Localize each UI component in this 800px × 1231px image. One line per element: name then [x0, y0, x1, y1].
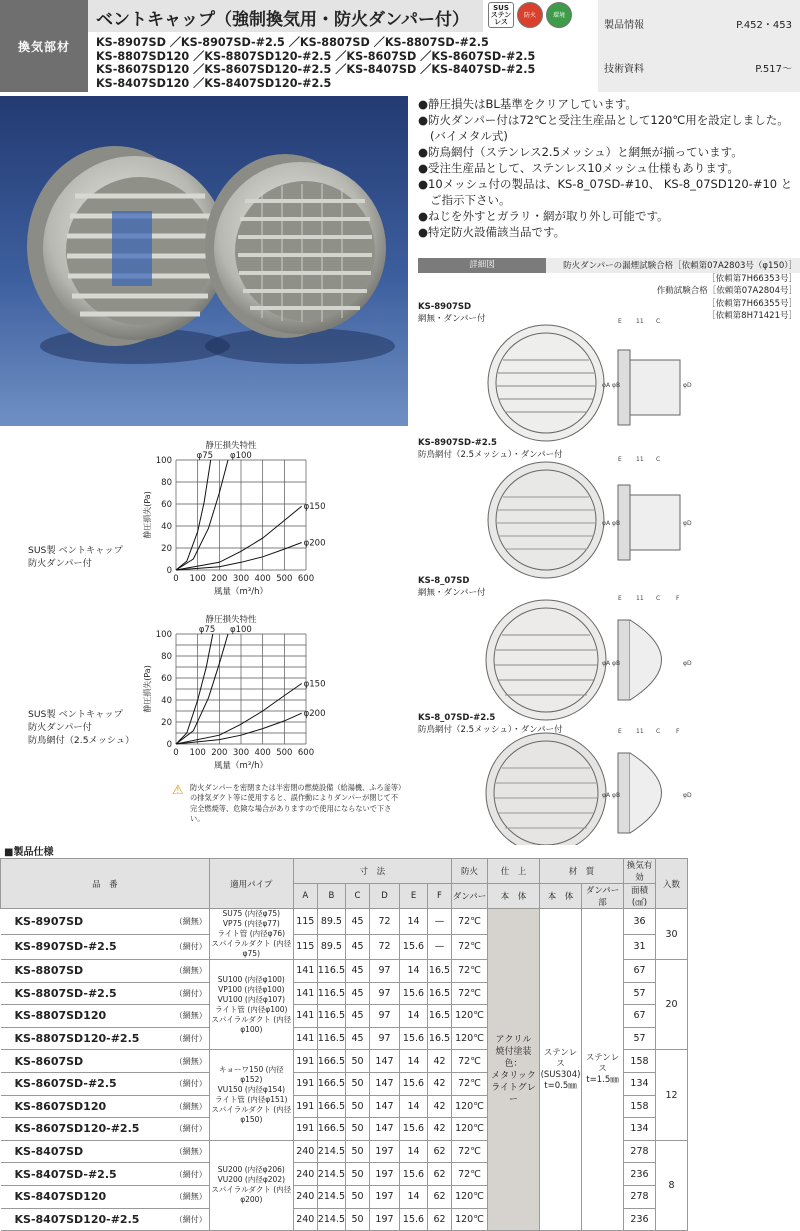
dim-label: 11	[636, 728, 644, 735]
qty-cell: 12	[656, 1050, 688, 1140]
y-tick-label: 20	[161, 718, 172, 728]
dim-c-cell: 50	[346, 1072, 370, 1095]
y-tick-label: 0	[166, 566, 172, 576]
dim-c-cell: 50	[346, 1140, 370, 1163]
dim-b-cell: 166.5	[317, 1095, 345, 1118]
dim-e-cell: 15.6	[400, 934, 428, 960]
qty-cell: 30	[656, 909, 688, 960]
x-tick-label: 500	[276, 748, 293, 758]
y-tick-label: 40	[161, 522, 172, 532]
model-cell: KS-8807SD	[1, 960, 168, 983]
temp-cell: 120℃	[452, 1208, 488, 1231]
x-axis-label: 風量（m³/h）	[214, 761, 268, 771]
dim-c-cell: 45	[346, 909, 370, 935]
model-cell: KS-8807SD120	[1, 1005, 168, 1028]
mesh-cell: （網無）	[168, 1050, 210, 1073]
mesh-cell: （網無）	[168, 1140, 210, 1163]
x-tick-label: 400	[254, 574, 271, 584]
area-cell: 134	[624, 1118, 656, 1141]
x-tick-label: 0	[173, 574, 179, 584]
series-label: φ150	[303, 679, 326, 690]
feature-item: ● 静圧損失はBL基準をクリアしています。	[418, 96, 800, 112]
area-cell: 67	[624, 1005, 656, 1028]
model-cell: KS-8607SD	[1, 1050, 168, 1073]
dim-label: 11	[636, 456, 644, 463]
feature-list	[418, 96, 800, 240]
dim-b-cell: 166.5	[317, 1118, 345, 1141]
mesh-cell: （網付）	[168, 1208, 210, 1231]
dim-label: φB	[612, 382, 621, 389]
x-tick-label: 200	[211, 574, 228, 584]
dim-d-cell: 147	[370, 1050, 400, 1073]
series-line	[176, 460, 228, 570]
dim-f-cell: 16.5	[428, 1005, 452, 1028]
dim-label: E	[618, 456, 622, 463]
dim-f-cell: —	[428, 934, 452, 960]
dim-c-cell: 45	[346, 934, 370, 960]
dim-f-cell: 42	[428, 1050, 452, 1073]
dim-label: C	[656, 728, 661, 735]
dim-e-cell: 14	[400, 1005, 428, 1028]
area-cell: 278	[624, 1185, 656, 1208]
dim-b-cell: 214.5	[317, 1208, 345, 1231]
x-tick-label: 100	[189, 748, 206, 758]
temp-cell: 120℃	[452, 1005, 488, 1028]
dim-label: F	[676, 728, 680, 735]
dim-d-cell: 97	[370, 1027, 400, 1050]
dim-d-cell: 72	[370, 934, 400, 960]
series-label: φ100	[230, 625, 252, 635]
dim-label: 11	[636, 595, 644, 602]
dim-f-cell: 62	[428, 1208, 452, 1231]
dim-b-cell: 89.5	[317, 934, 345, 960]
pressure-loss-chart-2	[140, 612, 340, 774]
model-line: KS-8607SD120 ／KS-8607SD120-#2.5 ／KS-8407SD ／KS-8407SD-#2.5	[96, 63, 536, 76]
temp-cell: 72℃	[452, 909, 488, 935]
dim-c-cell: 45	[346, 1005, 370, 1028]
feature-item: ● 防鳥網付（ステンレス2.5メッシュ）と網無が揃っています。	[418, 144, 800, 160]
temp-cell: 72℃	[452, 1140, 488, 1163]
dim-c-cell: 45	[346, 1027, 370, 1050]
x-tick-label: 600	[297, 574, 315, 584]
dim-f-cell: 42	[428, 1072, 452, 1095]
diagram-4-caption: KS-8_07SD-#2.5 防鳥網付（2.5メッシュ）・ダンパー付	[418, 713, 563, 735]
dim-b-cell: 116.5	[317, 1027, 345, 1050]
dim-label: φD	[683, 660, 692, 667]
dim-a-cell: 191	[293, 1050, 317, 1073]
badge-group	[488, 2, 572, 28]
model-cell: KS-8807SD120-#2.5	[1, 1027, 168, 1050]
dim-a-cell: 141	[293, 1027, 317, 1050]
dim-c-cell: 50	[346, 1208, 370, 1231]
area-cell: 236	[624, 1208, 656, 1231]
dim-c-cell: 50	[346, 1050, 370, 1073]
model-cell: KS-8907SD	[1, 909, 168, 935]
dim-e-cell: 15.6	[400, 1027, 428, 1050]
pipe-cell: キョーワ150 (内径φ152) VU150 (内径φ154) ライト管 (内径φ151) スパイラルダクト (内径φ150)	[209, 1050, 293, 1140]
mesh-cell: （網付）	[168, 1027, 210, 1050]
feature-item: ● 特定防火設備該当品です。	[418, 224, 800, 240]
dim-label: φB	[612, 660, 621, 667]
series-label: φ75	[196, 451, 214, 461]
dim-b-cell: 116.5	[317, 982, 345, 1005]
dim-f-cell: 62	[428, 1163, 452, 1186]
dim-b-cell: 166.5	[317, 1050, 345, 1073]
qty-cell: 8	[656, 1140, 688, 1230]
dim-a-cell: 141	[293, 960, 317, 983]
y-tick-label: 100	[155, 630, 172, 640]
dim-a-cell: 240	[293, 1163, 317, 1186]
dim-c-cell: 50	[346, 1163, 370, 1186]
qty-cell: 20	[656, 960, 688, 1050]
area-cell: 36	[624, 909, 656, 935]
model-cell: KS-8407SD120	[1, 1185, 168, 1208]
dim-label: φA	[602, 382, 611, 389]
dim-e-cell: 14	[400, 1050, 428, 1073]
dim-d-cell: 97	[370, 1005, 400, 1028]
y-tick-label: 80	[161, 478, 172, 488]
dim-label: 11	[636, 318, 644, 325]
dim-b-cell: 214.5	[317, 1185, 345, 1208]
dim-label: φA	[602, 520, 611, 527]
category-tab: 換気部材	[0, 0, 88, 92]
area-cell: 57	[624, 982, 656, 1005]
dim-e-cell: 14	[400, 960, 428, 983]
warning-icon: ⚠	[172, 783, 184, 798]
eco-badge-icon: 環境	[546, 2, 572, 28]
dim-a-cell: 240	[293, 1140, 317, 1163]
graph-2-label: SUS製 ベントキャップ 防火ダンパー付 防鳥網付（2.5メッシュ）	[28, 709, 135, 746]
mesh-cell: （網付）	[168, 1118, 210, 1141]
series-label: φ200	[303, 709, 326, 720]
sus-badge-icon: SUS ステンレス	[488, 2, 514, 28]
mesh-cell: （網無）	[168, 1005, 210, 1028]
feature-item: ● 10メッシュ付の製品は、KS-8_07SD-#10、 KS-8_07SD120-#10 とご指示下さい。	[418, 176, 800, 208]
y-axis-label: 静圧損失(Pa)	[143, 665, 152, 713]
x-tick-label: 300	[232, 748, 250, 758]
series-line	[176, 460, 211, 570]
area-cell: 236	[624, 1163, 656, 1186]
pressure-loss-chart-1	[140, 438, 340, 600]
dim-d-cell: 147	[370, 1072, 400, 1095]
y-tick-label: 100	[155, 456, 172, 466]
mesh-cell: （網付）	[168, 934, 210, 960]
dim-e-cell: 14	[400, 1140, 428, 1163]
x-tick-label: 300	[232, 574, 250, 584]
area-cell: 57	[624, 1027, 656, 1050]
x-tick-label: 600	[297, 748, 315, 758]
dim-f-cell: 62	[428, 1185, 452, 1208]
dim-e-cell: 14	[400, 909, 428, 935]
temp-cell: 72℃	[452, 960, 488, 983]
mesh-cell: （網無）	[168, 1095, 210, 1118]
temp-cell: 72℃	[452, 1163, 488, 1186]
x-tick-label: 0	[173, 748, 179, 758]
dim-a-cell: 191	[293, 1118, 317, 1141]
dim-a-cell: 240	[293, 1185, 317, 1208]
model-line: KS-8407SD120 ／KS-8407SD120-#2.5	[96, 76, 332, 90]
temp-cell: 120℃	[452, 1185, 488, 1208]
dim-label: φB	[612, 520, 621, 527]
dim-label: φA	[602, 660, 611, 667]
dim-label: φD	[683, 520, 692, 527]
dim-e-cell: 15.6	[400, 1118, 428, 1141]
y-axis-label: 静圧損失(Pa)	[143, 491, 152, 539]
area-cell: 134	[624, 1072, 656, 1095]
dim-label: φB	[612, 792, 621, 799]
model-line: KS-8807SD120 ／KS-8807SD120-#2.5 ／KS-8607SD ／KS-8607SD-#2.5	[96, 49, 536, 63]
mesh-cell: （網付）	[168, 982, 210, 1005]
dim-b-cell: 116.5	[317, 960, 345, 983]
dim-label: φD	[683, 792, 692, 799]
series-label: φ150	[303, 502, 326, 513]
model-cell: KS-8407SD-#2.5	[1, 1163, 168, 1186]
material-body-cell: ステンレス (SUS304) t=0.5㎜	[540, 909, 582, 1231]
model-cell: KS-8607SD-#2.5	[1, 1072, 168, 1095]
x-tick-label: 400	[254, 748, 271, 758]
spec-table: 品 番 適用パイプ 寸 法 防火 仕 上 材 質 換気有効 入数 A B C D E F ダンパー 本 体 本 体 ダンパー部 面積(㎠) KS-8907SD （網無） SU75 (内径φ75) VP75 (内径φ77) ライト管 (内径φ76) スパイラルダクト (内径φ75) 115 89.5 45 72 14 — 72℃ アクリル 焼付塗装 色： メタリック ライトグレー ステンレス (SUS304) t=0.5㎜ ステンレス t=1.5㎜ 36 30 KS-8907SD-#2.5 （網付） 115 89.5 45 72 15.6 — 72℃ 31 KS-8807SD （網無） SU100 (内径φ100) VP100 (内径φ100) VU100 (内径φ107) ライト管 (内径φ100) スパイラルダクト (内径φ100) 141 116.5 45 97 14 16.5 72℃ 67 20 KS-8807SD-#2.5 （網付） 141 116.5 45 97 15.6 16.5 72℃ 57 KS-8807SD120 （網無） 141 116.5 45 97 14 16.5 120℃ 67 KS-8807SD120-#2.5 （網付） 141 116.5 45 97 15.6 16.5 120℃ 57 KS-8607SD （網無） キョーワ150 (内径φ152) VU150 (内径φ154) ライト管 (内径φ151) スパイラルダクト (内径φ150) 191 166.5 50 147 14 42 72℃ 158 12 KS-8607SD-#2.5 （網付） 191 166.5 50 147 15.6 42 72℃ 134 KS-8607SD120 （網無） 191 166.5 50 147 14 42 120℃ 158 KS-8607SD120-#2.5 （網付） 191 166.5 50 147 15.6 42 120℃ 134 KS-8407SD （網無） SU200 (内径φ206) VU200 (内径φ202) スパイラルダクト (内径φ200) 240 214.5 50 197 14 62 72℃ 278 8 KS-8407SD-#2.5 （網付） 240 214.5 50 197 15.6 62 72℃ 236 KS-8407SD120 （網無） 240 214.5 50 197 14 62 120℃ 278 KS-8407SD120-#2.5 （網付） 240 214.5 50 197 15.6 62 120℃ 236	[0, 858, 688, 1231]
chart-title: 静圧損失特性	[205, 441, 257, 451]
dim-c-cell: 45	[346, 960, 370, 983]
y-tick-label: 80	[161, 652, 172, 662]
dim-b-cell: 116.5	[317, 1005, 345, 1028]
ref-technical: 技術資料 P.517～	[604, 60, 792, 75]
dim-label: E	[618, 728, 622, 735]
dim-f-cell: —	[428, 909, 452, 935]
dim-c-cell: 45	[346, 982, 370, 1005]
dim-label: E	[618, 595, 622, 602]
area-cell: 67	[624, 960, 656, 983]
detail-drawings-icon	[478, 315, 800, 845]
mesh-cell: （網無）	[168, 1185, 210, 1208]
diagram-2-caption: KS-8907SD-#2.5 防鳥網付（2.5メッシュ）・ダンパー付	[418, 438, 563, 460]
model-cell: KS-8907SD-#2.5	[1, 934, 168, 960]
y-tick-label: 60	[161, 500, 172, 510]
dim-label: φA	[602, 792, 611, 799]
y-tick-label: 20	[161, 544, 172, 554]
dim-e-cell: 15.6	[400, 1208, 428, 1231]
dim-d-cell: 197	[370, 1140, 400, 1163]
ref-product-link[interactable]: P.452・453	[736, 20, 792, 31]
dim-label: E	[618, 318, 622, 325]
dim-e-cell: 15.6	[400, 1163, 428, 1186]
mesh-cell: （網付）	[168, 1163, 210, 1186]
temp-cell: 72℃	[452, 1050, 488, 1073]
dim-f-cell: 42	[428, 1118, 452, 1141]
dim-a-cell: 141	[293, 982, 317, 1005]
ref-product-info: 製品情報 P.452・453	[604, 16, 792, 31]
temp-cell: 72℃	[452, 934, 488, 960]
dim-e-cell: 14	[400, 1095, 428, 1118]
dim-a-cell: 191	[293, 1072, 317, 1095]
dim-f-cell: 62	[428, 1140, 452, 1163]
dim-d-cell: 197	[370, 1163, 400, 1186]
dim-label: C	[656, 595, 661, 602]
series-label: φ75	[198, 625, 216, 635]
chart-title: 静圧損失特性	[205, 615, 257, 625]
dim-f-cell: 16.5	[428, 960, 452, 983]
mesh-cell: （網無）	[168, 960, 210, 983]
diagram-1-caption: KS-8907SD 網無・ダンパー付	[418, 302, 486, 324]
dim-b-cell: 214.5	[317, 1140, 345, 1163]
series-label: φ100	[230, 451, 252, 461]
model-cell: KS-8407SD120-#2.5	[1, 1208, 168, 1231]
feature-item: ● 防火ダンパー付は72℃と受注生産品として120℃用を設定しました。(バイメタル式)	[418, 112, 800, 144]
pipe-cell: SU100 (内径φ100) VP100 (内径φ100) VU100 (内径φ107) ライト管 (内径φ100) スパイラルダクト (内径φ100)	[209, 960, 293, 1050]
area-cell: 278	[624, 1140, 656, 1163]
dim-d-cell: 147	[370, 1095, 400, 1118]
mesh-cell: （網無）	[168, 909, 210, 935]
dim-b-cell: 166.5	[317, 1072, 345, 1095]
model-cell: KS-8807SD-#2.5	[1, 982, 168, 1005]
dim-a-cell: 115	[293, 909, 317, 935]
area-cell: 158	[624, 1050, 656, 1073]
warning-text: 防火ダンパーを密閉または半密閉の燃焼設備（給湯機、ふろ釜等）の排気ダクト等に使用すると、誤作動によりダンパーが閉じて不完全燃焼等、危険な場合がありますので使用にならないで下さい。	[190, 783, 402, 824]
dim-b-cell: 214.5	[317, 1163, 345, 1186]
x-tick-label: 500	[276, 574, 293, 584]
y-tick-label: 40	[161, 696, 172, 706]
dim-e-cell: 15.6	[400, 982, 428, 1005]
dim-f-cell: 16.5	[428, 1027, 452, 1050]
temp-cell: 120℃	[452, 1095, 488, 1118]
dim-f-cell: 16.5	[428, 982, 452, 1005]
dim-f-cell: 42	[428, 1095, 452, 1118]
dim-c-cell: 50	[346, 1095, 370, 1118]
x-axis-label: 風量（m³/h）	[214, 587, 268, 597]
x-tick-label: 200	[211, 748, 228, 758]
dim-a-cell: 115	[293, 934, 317, 960]
detail-label: 詳細図	[418, 258, 546, 273]
y-tick-label: 60	[161, 674, 172, 684]
detail-notes: 防火ダンパーの漏煙試験合格［依頼第07A2803号（φ150）］ ［依頼第7H66353号］ 作動試験合格［依頼第07A2804号］ ［依頼第7H66355号］ ［依頼第8H71421号］	[563, 261, 797, 322]
material-damper-cell: ステンレス t=1.5㎜	[582, 909, 624, 1231]
dim-label: C	[656, 318, 661, 325]
model-list	[96, 36, 536, 90]
x-tick-label: 100	[189, 574, 206, 584]
dim-e-cell: 14	[400, 1185, 428, 1208]
dim-d-cell: 197	[370, 1185, 400, 1208]
dim-a-cell: 240	[293, 1208, 317, 1231]
temp-cell: 72℃	[452, 1072, 488, 1095]
feature-item: ● ねじを外すとガラリ・網が取り外し可能です。	[418, 208, 800, 224]
dim-d-cell: 147	[370, 1118, 400, 1141]
product-photo	[0, 96, 408, 426]
graph-1-label: SUS製 ベントキャップ 防火ダンパー付	[28, 545, 123, 569]
y-tick-label: 0	[166, 740, 172, 750]
page-title: ベントキャップ（強制換気用・防火ダンパー付）	[88, 0, 483, 32]
model-cell: KS-8607SD120	[1, 1095, 168, 1118]
dim-a-cell: 191	[293, 1095, 317, 1118]
dim-d-cell: 97	[370, 982, 400, 1005]
diagram-3-caption: KS-8_07SD 網無・ダンパー付	[418, 576, 486, 598]
dim-e-cell: 15.6	[400, 1072, 428, 1095]
area-cell: 31	[624, 934, 656, 960]
dim-a-cell: 141	[293, 1005, 317, 1028]
dim-d-cell: 197	[370, 1208, 400, 1231]
series-label: φ200	[303, 538, 326, 549]
reference-box	[598, 0, 800, 92]
pipe-cell: SU75 (内径φ75) VP75 (内径φ77) ライト管 (内径φ76) スパイラルダクト (内径φ75)	[209, 909, 293, 960]
spec-title: ■製品仕様	[4, 847, 54, 858]
feature-item: ● 受注生産品として、ステンレス10メッシュ仕様もあります。	[418, 160, 800, 176]
model-cell: KS-8407SD	[1, 1140, 168, 1163]
temp-cell: 120℃	[452, 1118, 488, 1141]
area-cell: 158	[624, 1095, 656, 1118]
pipe-cell: SU200 (内径φ206) VU200 (内径φ202) スパイラルダクト (内径φ200)	[209, 1140, 293, 1230]
dim-label: φD	[683, 382, 692, 389]
vent-cap-photo-icon	[0, 96, 408, 426]
ref-technical-link[interactable]: P.517～	[755, 64, 792, 75]
dim-c-cell: 50	[346, 1185, 370, 1208]
dim-d-cell: 97	[370, 960, 400, 983]
series-line	[176, 684, 302, 745]
finish-cell: アクリル 焼付塗装 色： メタリック ライトグレー	[488, 909, 540, 1231]
dim-d-cell: 72	[370, 909, 400, 935]
fire-badge-icon: 防火	[517, 2, 543, 28]
table-row	[1, 909, 688, 935]
dim-c-cell: 50	[346, 1118, 370, 1141]
dim-label: C	[656, 456, 661, 463]
mesh-cell: （網付）	[168, 1072, 210, 1095]
dim-label: F	[676, 595, 680, 602]
temp-cell: 72℃	[452, 982, 488, 1005]
temp-cell: 120℃	[452, 1027, 488, 1050]
model-line: KS-8907SD ／KS-8907SD-#2.5 ／KS-8807SD ／KS-8807SD-#2.5	[96, 36, 489, 49]
dim-b-cell: 89.5	[317, 909, 345, 935]
model-cell: KS-8607SD120-#2.5	[1, 1118, 168, 1141]
